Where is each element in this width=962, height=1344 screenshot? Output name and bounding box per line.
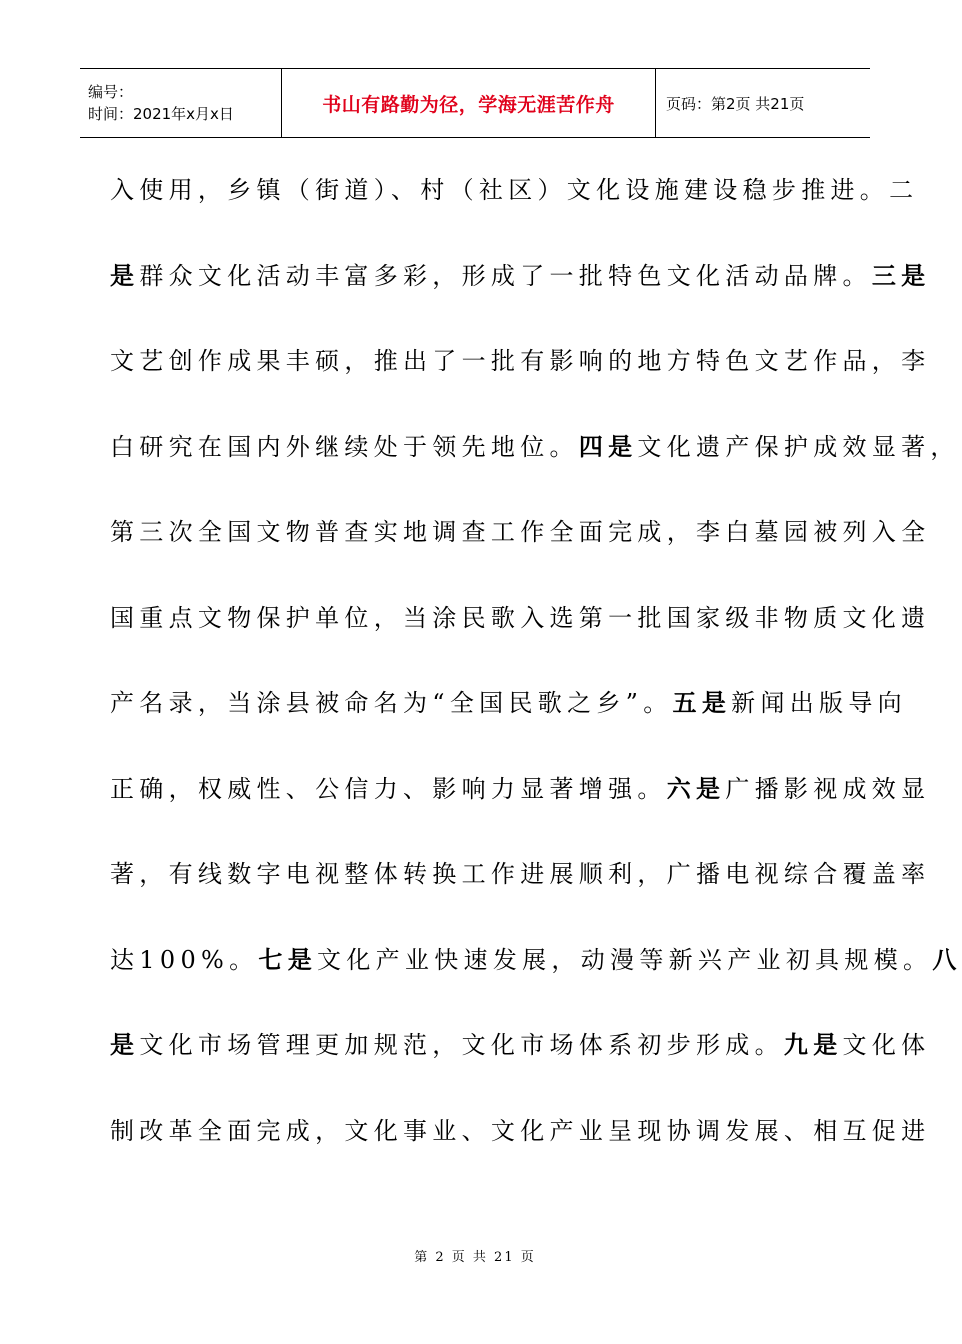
header-page-cell: [656, 69, 870, 137]
text-segment: 正确，权威性、公信力、影响力显著增强。: [110, 774, 667, 803]
text-line: [110, 918, 962, 1004]
page-header: [80, 68, 870, 138]
text-segment: 入使用，乡镇（街道）、村（社区）文化设施建设稳步推进。二: [110, 176, 919, 204]
text-segment: 达100%。: [110, 945, 259, 974]
text-line: [110, 148, 919, 234]
text-line: [110, 234, 931, 320]
text-segment: 文化遗产保护成效显著，: [637, 432, 960, 461]
header-motto-cell: [282, 69, 656, 137]
text-segment: 文化市场管理更加规范，文化市场体系初步形成。: [139, 1031, 784, 1059]
bold-text-segment: 九是: [783, 1031, 843, 1059]
bold-text-segment: 七是: [258, 945, 318, 974]
bold-text-segment: 是: [110, 261, 140, 290]
serial-number-label: 编号：: [88, 83, 134, 101]
bold-text-segment: 是: [110, 1031, 140, 1059]
text-segment: 文艺创作成果丰硕，推出了一批有影响的地方特色文艺作品，李: [110, 347, 931, 375]
text-segment: 群众文化活动丰富多彩，形成了一批特色文化活动品牌。: [139, 261, 872, 290]
text-segment: 制改革全面完成，文化事业、文化产业呈现协调发展、相互促进: [110, 1116, 931, 1145]
header-motto: 书山有路勤为径，学海无涯苦作舟: [322, 93, 615, 116]
bold-text-segment: 六是: [666, 774, 726, 803]
text-segment: 文化产业快速发展，动漫等新兴产业初具规模。: [317, 945, 933, 974]
text-segment: 白研究在国内外继续处于领先地位。: [110, 432, 579, 461]
bold-text-segment: 三是: [871, 261, 931, 290]
text-line: [110, 319, 931, 405]
bold-text-segment: 五是: [672, 689, 732, 717]
date-label: 时间：2021年x月x日: [88, 105, 234, 123]
text-segment: 国重点文物保护单位，当涂民歌入选第一批国家级非物质文化遗: [110, 603, 931, 632]
text-segment: 产名录，当涂县被命名为“全国民歌之乡”。: [110, 689, 673, 717]
text-line: [110, 661, 907, 747]
text-line: [110, 1003, 931, 1089]
text-line: [110, 1089, 931, 1175]
text-line: [110, 747, 931, 833]
text-segment: 文化体: [842, 1031, 931, 1059]
text-line: [110, 405, 960, 491]
text-line: [110, 576, 931, 662]
document-body: [110, 148, 962, 1174]
text-segment: 新闻出版导向: [731, 689, 907, 717]
text-segment: 第三次全国文物普查实地调查工作全面完成，李白墓园被列入全: [110, 518, 931, 546]
header-meta-cell: [80, 69, 282, 137]
text-line: [110, 490, 931, 576]
bold-text-segment: 八: [932, 945, 962, 974]
bold-text-segment: 四是: [578, 432, 638, 461]
text-segment: 广播影视成效显: [725, 774, 931, 803]
text-segment: 著，有线数字电视整体转换工作进展顺利，广播电视综合覆盖率: [110, 860, 931, 888]
page-footer: 第 2 页 共 21 页: [414, 1250, 536, 1265]
header-page-info: 页码：第2页 共21页: [666, 94, 805, 113]
text-line: [110, 832, 931, 918]
